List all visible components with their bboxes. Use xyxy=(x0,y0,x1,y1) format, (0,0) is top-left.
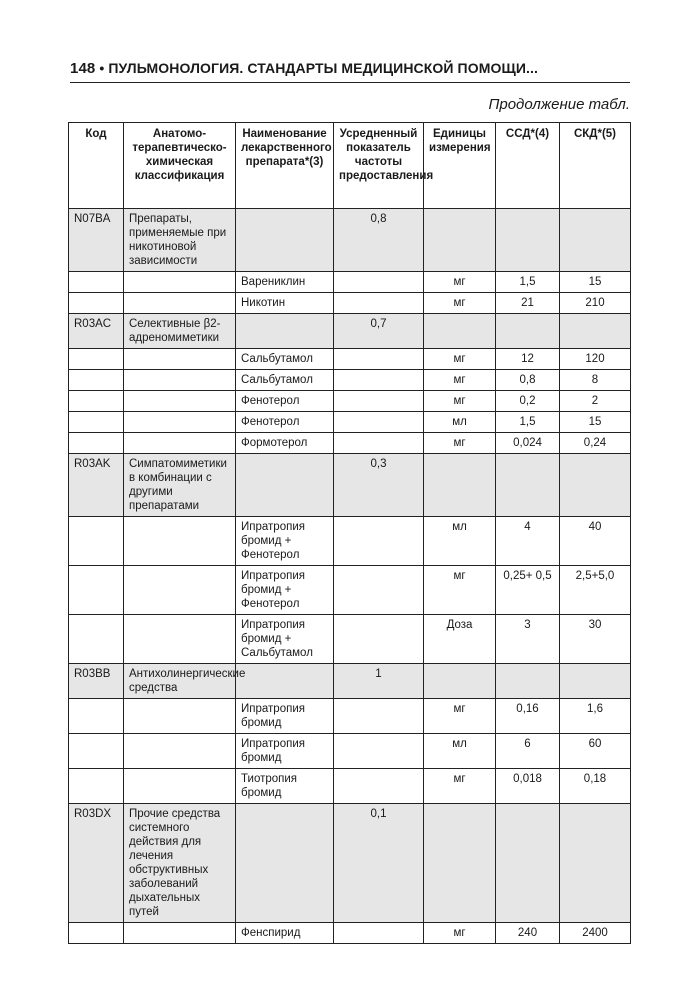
cell-unit xyxy=(424,314,496,349)
cell-skd: 2 xyxy=(560,391,631,412)
cell-unit xyxy=(424,664,496,699)
col-header-drug: Наименование лекарственного препарата*(3) xyxy=(236,123,334,209)
cell-skd: 8 xyxy=(560,370,631,391)
cell-drug xyxy=(236,804,334,923)
running-head xyxy=(70,60,630,77)
col-header-frequency: Усредненный показатель частоты предоставления xyxy=(334,123,424,209)
cell-skd: 1,6 xyxy=(560,699,631,734)
cell-unit: мг xyxy=(424,349,496,370)
cell-ssd: 12 xyxy=(496,349,560,370)
cell-atc xyxy=(124,769,236,804)
table-row xyxy=(69,566,631,615)
cell-code: R03AK xyxy=(69,454,124,517)
table-row xyxy=(69,699,631,734)
table-group-row xyxy=(69,314,631,349)
cell-atc xyxy=(124,391,236,412)
cell-ssd xyxy=(496,209,560,272)
cell-ssd: 0,024 xyxy=(496,433,560,454)
cell-code: N07BA xyxy=(69,209,124,272)
cell-drug xyxy=(236,454,334,517)
cell-atc: Прочие средства системного действия для лечения обструктивных заболеваний дыхательных путей xyxy=(124,804,236,923)
cell-atc xyxy=(124,517,236,566)
cell-unit: мг xyxy=(424,923,496,944)
cell-frequency: 0,3 xyxy=(334,454,424,517)
table-row xyxy=(69,769,631,804)
cell-atc xyxy=(124,349,236,370)
table-row xyxy=(69,293,631,314)
cell-ssd: 1,5 xyxy=(496,412,560,433)
cell-drug: Варениклин xyxy=(236,272,334,293)
table-row xyxy=(69,391,631,412)
bullet: • xyxy=(99,60,105,76)
table-row xyxy=(69,615,631,664)
cell-frequency xyxy=(334,272,424,293)
cell-drug: Тиотропия бромид xyxy=(236,769,334,804)
cell-drug: Ипратропия бромид xyxy=(236,734,334,769)
cell-code xyxy=(69,615,124,664)
table-row xyxy=(69,517,631,566)
continuation-label: Продолжение табл. xyxy=(488,96,630,113)
cell-atc xyxy=(124,923,236,944)
cell-skd: 15 xyxy=(560,272,631,293)
cell-drug: Формотерол xyxy=(236,433,334,454)
cell-frequency xyxy=(334,517,424,566)
cell-atc xyxy=(124,566,236,615)
cell-code xyxy=(69,699,124,734)
cell-code xyxy=(69,517,124,566)
cell-unit: мг xyxy=(424,293,496,314)
cell-code xyxy=(69,566,124,615)
cell-atc: Антихолинергические средства xyxy=(124,664,236,699)
cell-unit: мл xyxy=(424,734,496,769)
cell-skd: 2,5+5,0 xyxy=(560,566,631,615)
cell-frequency xyxy=(334,615,424,664)
cell-drug xyxy=(236,314,334,349)
cell-code xyxy=(69,370,124,391)
cell-ssd: 3 xyxy=(496,615,560,664)
table-row xyxy=(69,370,631,391)
cell-unit: мг xyxy=(424,433,496,454)
running-title: ПУЛЬМОНОЛОГИЯ. СТАНДАРТЫ МЕДИЦИНСКОЙ ПОМОЩИ... xyxy=(108,60,538,76)
cell-code: R03AC xyxy=(69,314,124,349)
cell-drug: Ипратропия бромид xyxy=(236,699,334,734)
cell-ssd xyxy=(496,454,560,517)
cell-code xyxy=(69,769,124,804)
cell-atc xyxy=(124,615,236,664)
cell-code xyxy=(69,391,124,412)
cell-ssd: 0,2 xyxy=(496,391,560,412)
cell-unit: мг xyxy=(424,769,496,804)
cell-frequency xyxy=(334,699,424,734)
cell-unit: мг xyxy=(424,566,496,615)
cell-skd: 30 xyxy=(560,615,631,664)
cell-drug xyxy=(236,664,334,699)
cell-ssd: 0,8 xyxy=(496,370,560,391)
cell-skd: 210 xyxy=(560,293,631,314)
cell-frequency xyxy=(334,433,424,454)
cell-unit xyxy=(424,454,496,517)
cell-drug: Ипратропия бромид + Фенотерол xyxy=(236,566,334,615)
cell-frequency xyxy=(334,769,424,804)
cell-drug: Никотин xyxy=(236,293,334,314)
cell-skd xyxy=(560,314,631,349)
cell-unit: мг xyxy=(424,272,496,293)
table-row xyxy=(69,734,631,769)
table-group-row xyxy=(69,664,631,699)
cell-frequency xyxy=(334,412,424,433)
cell-unit: мл xyxy=(424,517,496,566)
cell-atc: Симпатомиметики в комбинации с другими препаратами xyxy=(124,454,236,517)
cell-ssd xyxy=(496,314,560,349)
cell-unit: Доза xyxy=(424,615,496,664)
cell-ssd: 0,25+ 0,5 xyxy=(496,566,560,615)
cell-skd: 0,24 xyxy=(560,433,631,454)
cell-frequency xyxy=(334,370,424,391)
table-group-row xyxy=(69,804,631,923)
cell-drug: Сальбутамол xyxy=(236,370,334,391)
cell-code xyxy=(69,272,124,293)
table-row xyxy=(69,433,631,454)
cell-skd xyxy=(560,804,631,923)
cell-skd: 0,18 xyxy=(560,769,631,804)
table-group-row xyxy=(69,209,631,272)
table-header-row xyxy=(69,123,631,209)
cell-ssd xyxy=(496,664,560,699)
cell-frequency: 0,8 xyxy=(334,209,424,272)
col-header-code: Код xyxy=(69,123,124,209)
col-header-atc: Анатомо-терапевтическо-химическая классификация xyxy=(124,123,236,209)
table-row xyxy=(69,923,631,944)
cell-atc xyxy=(124,370,236,391)
cell-skd: 2400 xyxy=(560,923,631,944)
cell-unit: мг xyxy=(424,370,496,391)
cell-frequency xyxy=(334,293,424,314)
cell-ssd: 6 xyxy=(496,734,560,769)
cell-frequency xyxy=(334,566,424,615)
cell-drug: Фенотерол xyxy=(236,391,334,412)
page-number: 148 xyxy=(70,60,96,77)
col-header-ssd: ССД*(4) xyxy=(496,123,560,209)
cell-ssd: 0,16 xyxy=(496,699,560,734)
cell-ssd: 0,018 xyxy=(496,769,560,804)
cell-atc xyxy=(124,433,236,454)
cell-atc: Препараты, применяемые при никотиновой зависимости xyxy=(124,209,236,272)
cell-drug xyxy=(236,209,334,272)
cell-frequency: 0,7 xyxy=(334,314,424,349)
cell-code xyxy=(69,923,124,944)
cell-code xyxy=(69,293,124,314)
cell-skd: 120 xyxy=(560,349,631,370)
cell-code: R03BB xyxy=(69,664,124,699)
cell-skd xyxy=(560,209,631,272)
col-header-unit: Единицы измерения xyxy=(424,123,496,209)
cell-frequency xyxy=(334,391,424,412)
cell-frequency: 1 xyxy=(334,664,424,699)
cell-skd: 60 xyxy=(560,734,631,769)
cell-skd xyxy=(560,664,631,699)
table-group-row xyxy=(69,454,631,517)
cell-unit xyxy=(424,804,496,923)
cell-frequency xyxy=(334,734,424,769)
cell-skd: 40 xyxy=(560,517,631,566)
cell-code xyxy=(69,734,124,769)
cell-atc xyxy=(124,699,236,734)
cell-frequency: 0,1 xyxy=(334,804,424,923)
cell-unit: мг xyxy=(424,699,496,734)
cell-ssd: 1,5 xyxy=(496,272,560,293)
cell-frequency xyxy=(334,349,424,370)
cell-skd: 15 xyxy=(560,412,631,433)
cell-unit: мл xyxy=(424,412,496,433)
cell-code xyxy=(69,412,124,433)
header-rule xyxy=(70,82,630,83)
cell-ssd: 21 xyxy=(496,293,560,314)
cell-skd xyxy=(560,454,631,517)
cell-atc xyxy=(124,293,236,314)
cell-code xyxy=(69,349,124,370)
cell-ssd: 4 xyxy=(496,517,560,566)
medication-table xyxy=(68,122,631,944)
col-header-skd: СКД*(5) xyxy=(560,123,631,209)
cell-atc xyxy=(124,734,236,769)
cell-code xyxy=(69,433,124,454)
table-row xyxy=(69,272,631,293)
cell-code: R03DX xyxy=(69,804,124,923)
cell-drug: Ипратропия бромид + Сальбутамол xyxy=(236,615,334,664)
cell-unit xyxy=(424,209,496,272)
cell-drug: Фенспирид xyxy=(236,923,334,944)
cell-drug: Ипратропия бромид + Фенотерол xyxy=(236,517,334,566)
table-row xyxy=(69,349,631,370)
cell-frequency xyxy=(334,923,424,944)
cell-ssd: 240 xyxy=(496,923,560,944)
cell-ssd xyxy=(496,804,560,923)
cell-atc xyxy=(124,412,236,433)
cell-drug: Сальбутамол xyxy=(236,349,334,370)
cell-atc: Селективные β2-адреномиметики xyxy=(124,314,236,349)
cell-unit: мг xyxy=(424,391,496,412)
cell-atc xyxy=(124,272,236,293)
table-row xyxy=(69,412,631,433)
cell-drug: Фенотерол xyxy=(236,412,334,433)
